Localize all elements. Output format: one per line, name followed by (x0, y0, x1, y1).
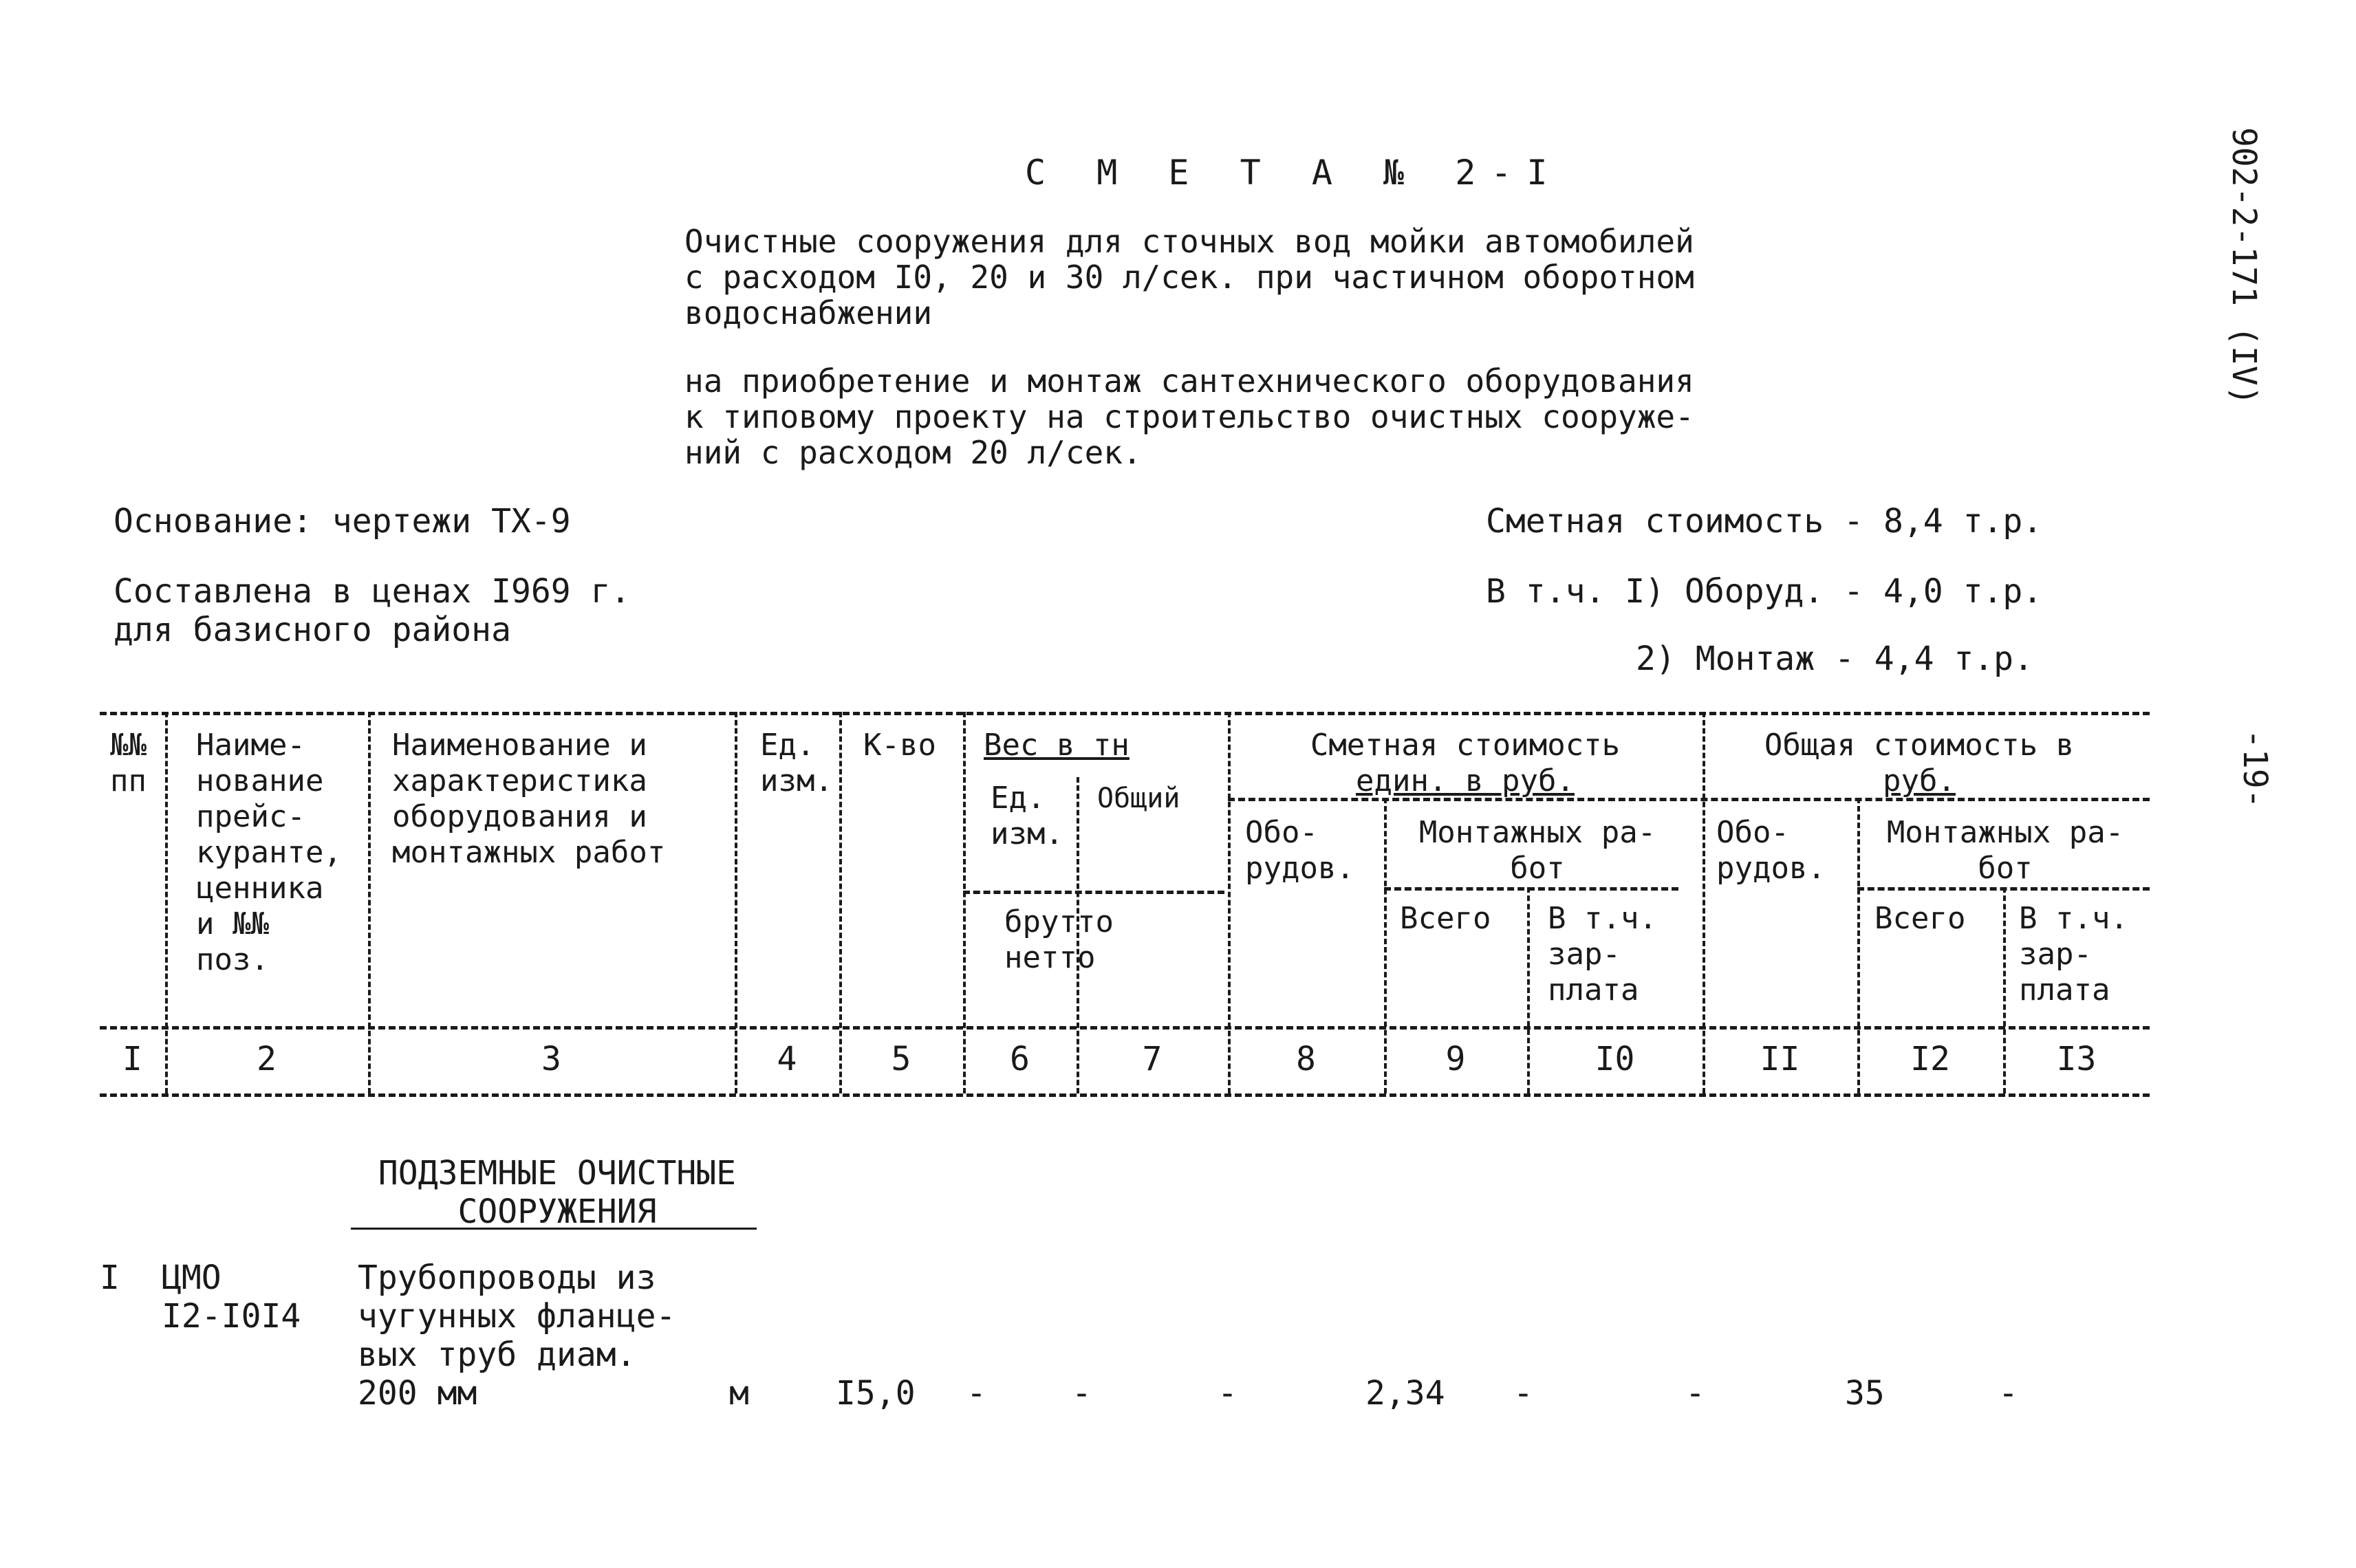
row-total-installation: 35 (1845, 1374, 1885, 1413)
column-number: I0 (1595, 1040, 1635, 1078)
header-text: Наименование и (392, 728, 647, 763)
header-text: Обо- (1245, 815, 1318, 850)
price-line: Составлена в ценах I969 г. (114, 572, 631, 611)
column-divider (368, 712, 371, 1093)
name-line: 200 мм (358, 1374, 477, 1413)
header-text: прейс- (196, 799, 305, 834)
column-number: II (1760, 1040, 1800, 1078)
column-divider (165, 712, 168, 1093)
description-line: водоснабжении (684, 294, 933, 331)
column-divider (1228, 712, 1231, 1093)
header-text: куранте, (196, 835, 342, 870)
header-text: изм. (991, 816, 1063, 851)
table-top-border (100, 712, 2150, 715)
header-col5: К-во (863, 728, 936, 763)
header-text: Обо- (1716, 815, 1789, 850)
header-text: бот (1510, 851, 1565, 886)
purpose-line: на приобретение и монтаж сантехнического оборудования (684, 362, 1694, 400)
header-col4 (760, 728, 833, 799)
header-text: един. в руб. (1356, 763, 1575, 798)
header-unit-installation (1393, 815, 1682, 886)
row-unit-wage: - (1513, 1374, 1533, 1413)
row-unit: м (729, 1374, 749, 1413)
header-text: пп (110, 763, 147, 798)
header-unit-equipment (1245, 815, 1354, 886)
description-line: Очистные сооружения для сточных вод мойки автомобилей (684, 223, 1694, 260)
row-total-equipment: - (1685, 1374, 1705, 1413)
purpose-line: ний с расходом 20 л/сек. (684, 434, 1142, 471)
header-text: и №№ (196, 906, 269, 941)
header-bottom-border (100, 1026, 2150, 1030)
heading-line: ПОДЗЕМНЫЕ ОЧИСТНЫЕ (378, 1154, 737, 1193)
section-underline (351, 1228, 757, 1230)
row-weight-total: - (1072, 1374, 1092, 1413)
header-text: Монтажных ра- (1418, 815, 1656, 850)
header-text: плата (2019, 972, 2110, 1008)
header-text: Ед. (760, 728, 815, 763)
header-weight-unit (991, 781, 1063, 852)
header-unit-total: Всего (1400, 901, 1491, 936)
row-unit-installation: 2,34 (1365, 1374, 1445, 1413)
heading-line: СООРУЖЕНИЯ (457, 1193, 657, 1231)
row-number: I (100, 1259, 120, 1297)
header-total-installation (1864, 815, 2146, 886)
row-quantity: I5,0 (836, 1374, 916, 1413)
header-weight-total: Общий (1097, 783, 1180, 814)
header-text: руб. (1883, 763, 1956, 798)
cost-installation: 2) Монтаж - 4,4 т.р. (1636, 640, 2033, 678)
name-line: чугунных фланце- (358, 1297, 676, 1336)
description-line: с расходом I0, 20 и 30 л/сек. при частичном оборотном (684, 259, 1694, 296)
header-unit-cost (1238, 728, 1692, 799)
header-col1 (110, 728, 147, 799)
column-number: 6 (1010, 1040, 1030, 1078)
cost-equipment: В т.ч. I) Оборуд. - 4,0 т.р. (1486, 572, 2043, 611)
row-weight-unit: - (966, 1374, 986, 1413)
header-total-wage (2019, 901, 2128, 1008)
estimate-purpose (684, 363, 1694, 470)
header-text: рудов. (1245, 851, 1354, 886)
price-line: для базисного района (114, 611, 511, 649)
header-text: Наиме- (196, 728, 305, 763)
header-text: бот (1978, 851, 2033, 886)
header-text: изм. (760, 763, 833, 798)
column-number: I2 (1910, 1040, 1950, 1078)
header-text: брутто (1004, 904, 1114, 939)
header-total-cost (1713, 728, 2126, 799)
header-text: характеристика (392, 763, 647, 798)
name-line: Трубопроводы из (358, 1259, 656, 1297)
header-text: В т.ч. (2019, 901, 2128, 936)
header-text: нование (196, 763, 324, 798)
header-text: поз. (196, 942, 269, 977)
header-text: ценника (196, 871, 324, 906)
column-divider (839, 712, 842, 1093)
code-line: I2-I0I4 (162, 1297, 301, 1336)
purpose-line: к типовому проекту на строительство очистных сооруже- (684, 398, 1694, 435)
column-number: I3 (2056, 1040, 2097, 1078)
header-text: оборудования и (392, 799, 647, 834)
name-line: вых труб диам. (358, 1336, 636, 1374)
price-basis (114, 572, 630, 649)
document-code: 902-2-171 (IV) (2225, 127, 2263, 406)
header-text: №№ (110, 728, 147, 763)
column-divider (735, 712, 737, 1093)
project-description (684, 224, 1694, 331)
cost-total: Сметная стоимость - 8,4 т.р. (1486, 502, 2043, 541)
weight-subheader-line (963, 891, 1224, 894)
header-weight: Вес в тн (984, 728, 1130, 763)
header-total-equipment (1716, 815, 1826, 886)
basis-text: Основание: чертежи ТХ-9 (114, 502, 571, 541)
column-number: 7 (1142, 1040, 1163, 1078)
column-number: 5 (891, 1040, 911, 1078)
column-number: 8 (1296, 1040, 1316, 1078)
column-number: I (122, 1040, 142, 1078)
section-heading (358, 1154, 757, 1231)
numbers-bottom-border (100, 1093, 2150, 1097)
page-number: -19- (2236, 729, 2274, 809)
column-number: 9 (1445, 1040, 1466, 1078)
row-name (358, 1259, 676, 1413)
header-text: рудов. (1716, 851, 1826, 886)
column-number: 3 (541, 1040, 561, 1078)
header-col2 (196, 728, 342, 978)
column-divider (1703, 712, 1705, 1093)
header-text: зар- (2019, 937, 2092, 972)
header-text: В т.ч. (1548, 901, 1657, 936)
document-title: С М Е Т А № 2-I (1025, 153, 1563, 193)
row-code (162, 1259, 301, 1336)
header-col3 (392, 728, 665, 871)
header-text: зар- (1548, 937, 1621, 972)
header-brutto (1004, 904, 1114, 976)
header-text: Сметная стоимость (1310, 728, 1621, 763)
header-text: Ед. (991, 781, 1046, 816)
row-unit-equipment: - (1218, 1374, 1238, 1413)
header-text: плата (1548, 972, 1639, 1008)
header-text: нетто (1004, 940, 1096, 975)
column-number: 2 (257, 1040, 277, 1078)
header-text: монтажных работ (392, 835, 666, 870)
row-total-wage: - (1998, 1374, 2018, 1413)
code-line: ЦМО (162, 1259, 221, 1297)
column-divider (963, 712, 966, 1093)
unit-install-line (1384, 887, 1678, 891)
column-number: 4 (777, 1040, 797, 1078)
header-text: Общая стоимость в (1764, 728, 2075, 763)
header-total-total: Всего (1874, 901, 1966, 936)
header-text: Монтажных ра- (1886, 815, 2124, 850)
header-unit-wage (1548, 901, 1657, 1008)
